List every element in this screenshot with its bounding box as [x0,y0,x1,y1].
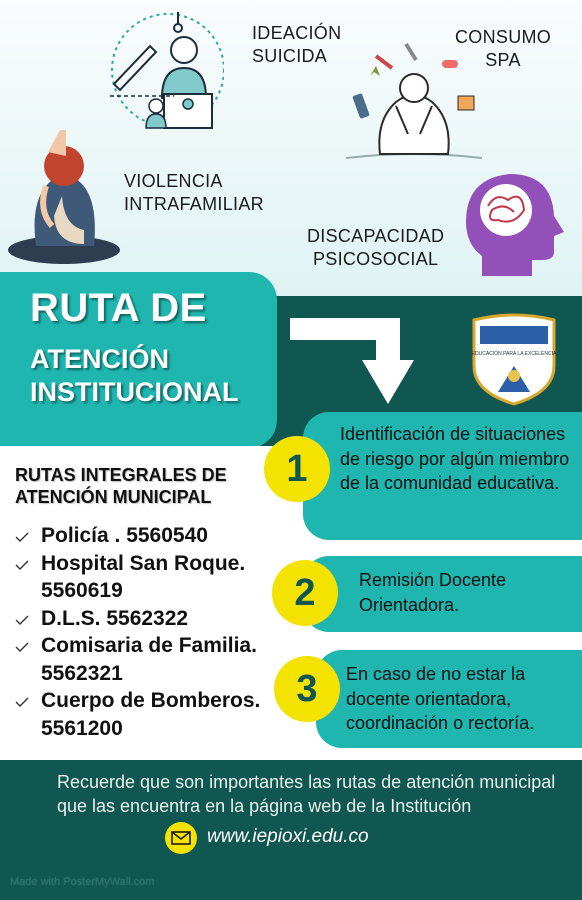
made-with-watermark: Made with PosterMyWall.com [10,876,155,888]
footer-text: Recuerde que son importantes las rutas de atención municipal que las encuentra en la página web de la Institución [57,772,556,816]
step-1-number: 1 [264,436,330,502]
check-icon [15,613,29,627]
check-icon [15,695,29,709]
label-ideacion-suicida: IDEACIÓN SUICIDA [252,23,342,66]
psychosocial-brain-illustration [452,166,570,278]
municipal-contact-list [15,522,277,742]
label-discapacidad-psicosocial: DISCAPACIDAD PSICOSOCIAL [307,226,445,269]
check-icon [15,530,29,544]
contact-dls: D.L.S. 5562322 [41,606,189,630]
list-item [15,605,277,633]
down-arrow-icon [288,310,418,410]
website-link[interactable]: www.iepioxi.edu.co [207,826,369,847]
contact-bomberos: Cuerpo de Bomberos. 5561200 [41,689,261,740]
title-line1: RUTA DE [30,286,207,330]
title-line2: ATENCIÓN INSTITUCIONAL [30,344,239,407]
school-logo [468,312,560,406]
step-3-number: 3 [274,656,340,722]
label-violencia-intrafamiliar: VIOLENCIA INTRAFAMILIAR [124,171,264,214]
logo-motto: EDUCACIÓN PARA LA EXCELENCIA [471,351,557,357]
step-2-text: Remisión Docente Orientadora. [359,570,507,615]
step-2-number: 2 [272,560,338,626]
step-1-box [303,412,582,540]
list-item [15,687,277,742]
step-3-box [316,650,582,748]
step-2-box [303,556,582,632]
municipal-heading: RUTAS INTEGRALES DE ATENCIÓN MUNICIPAL [15,465,227,507]
domestic-violence-illustration [8,126,123,266]
substance-use-illustration [346,40,482,162]
contact-policia: Policía . 5560540 [41,524,208,547]
contact-hospital: Hospital San Roque. 5560619 [41,551,246,602]
step-1-text: Identificación de situaciones de riesgo por algún miembro de la comunidad educativa. [340,424,570,493]
list-item [15,632,277,687]
check-icon [15,558,29,572]
contact-comisaria: Comisaria de Familia. 5562321 [41,634,257,685]
list-item [15,550,277,605]
label-consumo-spa: CONSUMO SPA [455,27,552,70]
step-3-text: En caso de no estar la docente orientadora, coordinación o rectoría. [346,664,535,733]
ideation-illustration [104,6,224,132]
check-icon [15,640,29,654]
list-item [15,522,277,550]
mail-icon [165,822,197,854]
